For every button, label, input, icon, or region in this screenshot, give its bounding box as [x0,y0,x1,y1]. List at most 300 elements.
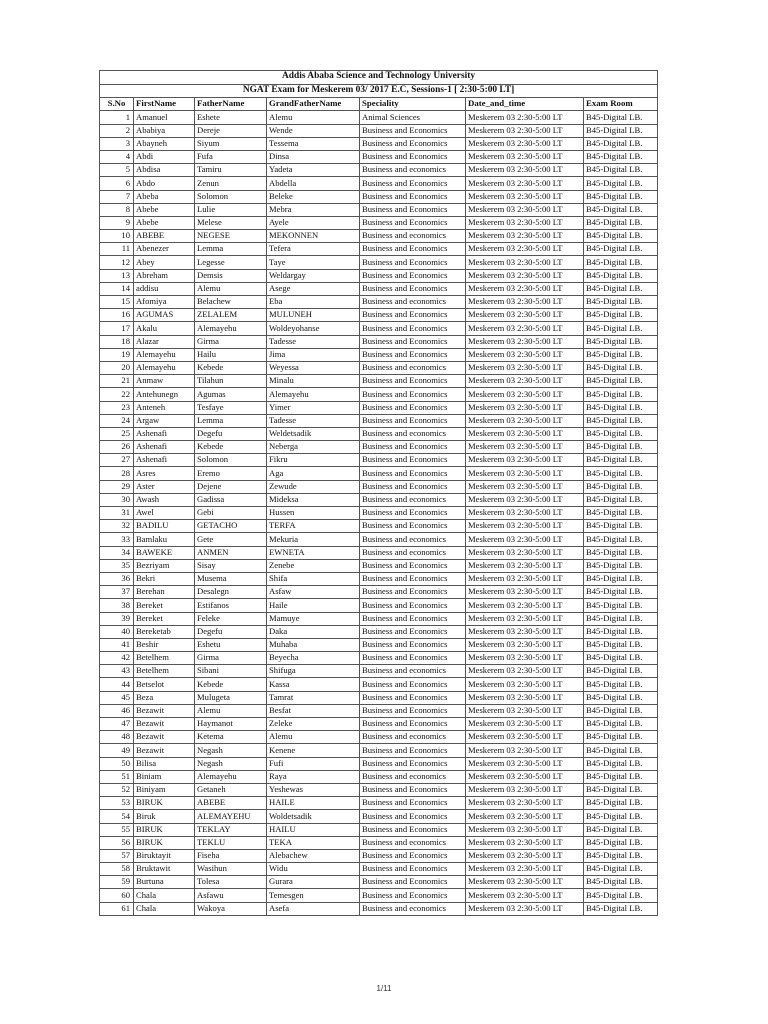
cell-date-time: Meskerem 03 2:30-5:00 LT [466,335,584,348]
cell-sno: 16 [100,309,134,322]
cell-grandfather-name: Woldeyohanse [267,322,360,335]
cell-sno: 3 [100,137,134,150]
cell-exam-room: B45-Digital LB. [584,401,658,414]
cell-sno: 28 [100,467,134,480]
cell-speciality: Business and Economics [360,625,466,638]
cell-speciality: Business and Economics [360,414,466,427]
table-row [100,836,658,849]
cell-date-time: Meskerem 03 2:30-5:00 LT [466,665,584,678]
cell-grandfather-name: Abdella [267,177,360,190]
cell-speciality: Business and Economics [360,652,466,665]
cell-speciality: Business and Economics [360,388,466,401]
cell-exam-room: B45-Digital LB. [584,137,658,150]
cell-father-name: Desalegn [195,586,267,599]
cell-exam-room: B45-Digital LB. [584,612,658,625]
cell-father-name: Melese [195,216,267,229]
cell-first-name: Biruk [134,810,195,823]
cell-grandfather-name: Shifuga [267,665,360,678]
cell-speciality: Business and Economics [360,599,466,612]
cell-exam-room: B45-Digital LB. [584,375,658,388]
cell-exam-room: B45-Digital LB. [584,164,658,177]
table-row [100,243,658,256]
cell-exam-room: B45-Digital LB. [584,863,658,876]
cell-sno: 56 [100,836,134,849]
table-row [100,652,658,665]
cell-speciality: Business and Economics [360,572,466,585]
cell-father-name: Ketema [195,731,267,744]
table-row [100,427,658,440]
cell-father-name: Agumas [195,388,267,401]
table-row [100,348,658,361]
cell-father-name: ABEBE [195,797,267,810]
table-row [100,889,658,902]
cell-exam-room: B45-Digital LB. [584,203,658,216]
cell-date-time: Meskerem 03 2:30-5:00 LT [466,757,584,770]
cell-speciality: Business and Economics [360,375,466,388]
cell-sno: 29 [100,480,134,493]
cell-father-name: TEKLU [195,836,267,849]
cell-speciality: Business and economics [360,361,466,374]
cell-first-name: Antehunegn [134,388,195,401]
cell-grandfather-name: Besfat [267,704,360,717]
cell-exam-room: B45-Digital LB. [584,507,658,520]
cell-sno: 4 [100,150,134,163]
cell-date-time: Meskerem 03 2:30-5:00 LT [466,282,584,295]
cell-grandfather-name: Dinsa [267,150,360,163]
cell-grandfather-name: Neberga [267,441,360,454]
cell-first-name: Anmaw [134,375,195,388]
cell-father-name: Dereje [195,124,267,137]
cell-exam-room: B45-Digital LB. [584,216,658,229]
cell-speciality: Business and Economics [360,256,466,269]
cell-sno: 51 [100,770,134,783]
table-row [100,572,658,585]
cell-date-time: Meskerem 03 2:30-5:00 LT [466,164,584,177]
table-row [100,480,658,493]
cell-date-time: Meskerem 03 2:30-5:00 LT [466,599,584,612]
cell-first-name: Biniam [134,770,195,783]
exam-schedule-sheet [99,70,657,916]
cell-first-name: Abeba [134,190,195,203]
cell-grandfather-name: Zenebe [267,559,360,572]
cell-exam-room: B45-Digital LB. [584,388,658,401]
cell-father-name: Dejene [195,480,267,493]
cell-sno: 34 [100,546,134,559]
cell-father-name: Eshetu [195,638,267,651]
column-header-grandfather-name: GrandFatherName [267,98,360,111]
table-row [100,744,658,757]
cell-father-name: Alemu [195,282,267,295]
cell-grandfather-name: Mideksa [267,493,360,506]
cell-grandfather-name: HAILE [267,797,360,810]
cell-sno: 59 [100,876,134,889]
table-row [100,612,658,625]
cell-sno: 14 [100,282,134,295]
cell-date-time: Meskerem 03 2:30-5:00 LT [466,111,584,124]
cell-date-time: Meskerem 03 2:30-5:00 LT [466,507,584,520]
cell-sno: 18 [100,335,134,348]
cell-date-time: Meskerem 03 2:30-5:00 LT [466,454,584,467]
table-row [100,282,658,295]
cell-exam-room: B45-Digital LB. [584,770,658,783]
cell-grandfather-name: Weyessa [267,361,360,374]
cell-exam-room: B45-Digital LB. [584,296,658,309]
cell-first-name: Alazar [134,335,195,348]
cell-grandfather-name: Mekuria [267,533,360,546]
cell-date-time: Meskerem 03 2:30-5:00 LT [466,849,584,862]
cell-grandfather-name: Zeleke [267,718,360,731]
cell-grandfather-name: Weldetsadik [267,427,360,440]
cell-sno: 53 [100,797,134,810]
cell-father-name: Gebi [195,507,267,520]
cell-date-time: Meskerem 03 2:30-5:00 LT [466,797,584,810]
cell-speciality: Business and economics [360,902,466,915]
cell-grandfather-name: Kenene [267,744,360,757]
cell-first-name: ABEBE [134,230,195,243]
cell-exam-room: B45-Digital LB. [584,467,658,480]
university-title: Addis Ababa Science and Technology University [100,71,658,85]
cell-date-time: Meskerem 03 2:30-5:00 LT [466,427,584,440]
cell-date-time: Meskerem 03 2:30-5:00 LT [466,823,584,836]
cell-grandfather-name: Gurara [267,876,360,889]
cell-exam-room: B45-Digital LB. [584,322,658,335]
cell-first-name: Abenezer [134,243,195,256]
cell-exam-room: B45-Digital LB. [584,783,658,796]
cell-date-time: Meskerem 03 2:30-5:00 LT [466,361,584,374]
table-row [100,638,658,651]
cell-sno: 10 [100,230,134,243]
cell-grandfather-name: TEKA [267,836,360,849]
cell-speciality: Business and Economics [360,335,466,348]
cell-date-time: Meskerem 03 2:30-5:00 LT [466,520,584,533]
cell-exam-room: B45-Digital LB. [584,546,658,559]
cell-father-name: Alemayehu [195,322,267,335]
cell-grandfather-name: Yimer [267,401,360,414]
table-row [100,361,658,374]
cell-exam-room: B45-Digital LB. [584,493,658,506]
cell-sno: 55 [100,823,134,836]
cell-sno: 39 [100,612,134,625]
cell-speciality: Business and Economics [360,612,466,625]
cell-date-time: Meskerem 03 2:30-5:00 LT [466,652,584,665]
cell-sno: 41 [100,638,134,651]
cell-date-time: Meskerem 03 2:30-5:00 LT [466,889,584,902]
cell-father-name: Getaneh [195,783,267,796]
cell-exam-room: B45-Digital LB. [584,849,658,862]
cell-speciality: Business and Economics [360,190,466,203]
cell-first-name: BADILU [134,520,195,533]
cell-father-name: Legesse [195,256,267,269]
cell-speciality: Business and Economics [360,797,466,810]
table-row [100,770,658,783]
cell-speciality: Business and Economics [360,507,466,520]
cell-grandfather-name: EWNETA [267,546,360,559]
cell-speciality: Business and economics [360,493,466,506]
cell-grandfather-name: Alemu [267,731,360,744]
cell-grandfather-name: Taye [267,256,360,269]
table-row [100,388,658,401]
cell-sno: 40 [100,625,134,638]
cell-speciality: Business and economics [360,731,466,744]
cell-first-name: Awash [134,493,195,506]
table-row [100,164,658,177]
cell-exam-room: B45-Digital LB. [584,889,658,902]
cell-father-name: Feleke [195,612,267,625]
cell-sno: 22 [100,388,134,401]
cell-speciality: Business and Economics [360,480,466,493]
table-row [100,783,658,796]
table-row [100,823,658,836]
cell-father-name: Fiseha [195,849,267,862]
cell-exam-room: B45-Digital LB. [584,876,658,889]
cell-grandfather-name: Asfaw [267,586,360,599]
cell-exam-room: B45-Digital LB. [584,269,658,282]
cell-grandfather-name: Mebra [267,203,360,216]
cell-first-name: Abdo [134,177,195,190]
cell-first-name: Bekri [134,572,195,585]
cell-first-name: Bereket [134,612,195,625]
cell-exam-room: B45-Digital LB. [584,559,658,572]
cell-grandfather-name: Kassa [267,678,360,691]
table-row [100,375,658,388]
cell-father-name: Negash [195,757,267,770]
table-row [100,454,658,467]
cell-speciality: Business and Economics [360,863,466,876]
cell-speciality: Business and Economics [360,876,466,889]
cell-first-name: Ababiya [134,124,195,137]
cell-date-time: Meskerem 03 2:30-5:00 LT [466,863,584,876]
cell-grandfather-name: Beleke [267,190,360,203]
column-header-row [100,98,658,111]
cell-speciality: Business and Economics [360,744,466,757]
cell-date-time: Meskerem 03 2:30-5:00 LT [466,243,584,256]
cell-sno: 27 [100,454,134,467]
cell-father-name: Degefu [195,427,267,440]
cell-first-name: addisu [134,282,195,295]
cell-first-name: Akalu [134,322,195,335]
cell-exam-room: B45-Digital LB. [584,150,658,163]
cell-first-name: Bezawit [134,744,195,757]
cell-sno: 6 [100,177,134,190]
table-row [100,124,658,137]
cell-father-name: Tamiru [195,164,267,177]
cell-exam-room: B45-Digital LB. [584,836,658,849]
cell-father-name: ANMEN [195,546,267,559]
cell-father-name: Eshete [195,111,267,124]
cell-grandfather-name: Eba [267,296,360,309]
cell-father-name: Kebede [195,678,267,691]
cell-date-time: Meskerem 03 2:30-5:00 LT [466,612,584,625]
cell-father-name: Hailu [195,348,267,361]
cell-father-name: Tesfaye [195,401,267,414]
table-row [100,441,658,454]
cell-father-name: Fufa [195,150,267,163]
table-body [100,111,658,915]
cell-father-name: Gadissa [195,493,267,506]
cell-sno: 12 [100,256,134,269]
cell-exam-room: B45-Digital LB. [584,652,658,665]
cell-first-name: Amanuel [134,111,195,124]
cell-father-name: Girma [195,335,267,348]
cell-first-name: BIRUK [134,823,195,836]
cell-father-name: Musema [195,572,267,585]
cell-exam-room: B45-Digital LB. [584,638,658,651]
cell-grandfather-name: Yadeta [267,164,360,177]
cell-sno: 25 [100,427,134,440]
cell-exam-room: B45-Digital LB. [584,124,658,137]
table-row [100,902,658,915]
cell-date-time: Meskerem 03 2:30-5:00 LT [466,322,584,335]
cell-date-time: Meskerem 03 2:30-5:00 LT [466,177,584,190]
cell-first-name: Asres [134,467,195,480]
cell-date-time: Meskerem 03 2:30-5:00 LT [466,137,584,150]
cell-father-name: Kebede [195,361,267,374]
cell-father-name: Siyum [195,137,267,150]
cell-date-time: Meskerem 03 2:30-5:00 LT [466,296,584,309]
cell-grandfather-name: Woldetsadik [267,810,360,823]
column-header-first-name: FirstName [134,98,195,111]
cell-date-time: Meskerem 03 2:30-5:00 LT [466,269,584,282]
table-row [100,599,658,612]
cell-grandfather-name: Tadesse [267,414,360,427]
table-row [100,520,658,533]
cell-father-name: Zenun [195,177,267,190]
cell-sno: 19 [100,348,134,361]
cell-first-name: Biniyam [134,783,195,796]
cell-speciality: Business and Economics [360,678,466,691]
cell-grandfather-name: Mamuye [267,612,360,625]
cell-first-name: Ashenafi [134,427,195,440]
cell-date-time: Meskerem 03 2:30-5:00 LT [466,441,584,454]
cell-sno: 42 [100,652,134,665]
cell-first-name: Alemayehu [134,348,195,361]
cell-speciality: Business and Economics [360,150,466,163]
cell-speciality: Business and Economics [360,441,466,454]
cell-father-name: Lulie [195,203,267,216]
cell-first-name: Bereket [134,599,195,612]
cell-first-name: BAWEKE [134,546,195,559]
exam-session-title: NGAT Exam for Meskerem 03/ 2017 E.C, Sessions-1 [ 2:30-5:00 LT] [100,84,658,98]
cell-date-time: Meskerem 03 2:30-5:00 LT [466,256,584,269]
cell-first-name: Bezriyam [134,559,195,572]
column-header-exam-room: Exam Room [584,98,658,111]
table-row [100,678,658,691]
table-row [100,546,658,559]
cell-sno: 2 [100,124,134,137]
cell-grandfather-name: Daka [267,625,360,638]
cell-first-name: AGUMAS [134,309,195,322]
cell-date-time: Meskerem 03 2:30-5:00 LT [466,704,584,717]
table-row [100,493,658,506]
table-row [100,137,658,150]
table-row [100,731,658,744]
cell-grandfather-name: MEKONNEN [267,230,360,243]
cell-speciality: Business and economics [360,427,466,440]
cell-speciality: Business and Economics [360,401,466,414]
cell-exam-room: B45-Digital LB. [584,177,658,190]
cell-date-time: Meskerem 03 2:30-5:00 LT [466,546,584,559]
cell-exam-room: B45-Digital LB. [584,414,658,427]
cell-first-name: Beza [134,691,195,704]
table-row [100,665,658,678]
cell-speciality: Business and economics [360,665,466,678]
cell-date-time: Meskerem 03 2:30-5:00 LT [466,836,584,849]
cell-date-time: Meskerem 03 2:30-5:00 LT [466,638,584,651]
cell-exam-room: B45-Digital LB. [584,586,658,599]
cell-date-time: Meskerem 03 2:30-5:00 LT [466,810,584,823]
cell-sno: 49 [100,744,134,757]
cell-speciality: Business and Economics [360,849,466,862]
cell-first-name: Chala [134,902,195,915]
cell-grandfather-name: Shifa [267,572,360,585]
cell-sno: 32 [100,520,134,533]
cell-exam-room: B45-Digital LB. [584,757,658,770]
cell-speciality: Business and Economics [360,520,466,533]
cell-first-name: Abreham [134,269,195,282]
cell-exam-room: B45-Digital LB. [584,625,658,638]
cell-first-name: Aster [134,480,195,493]
cell-speciality: Business and economics [360,533,466,546]
cell-exam-room: B45-Digital LB. [584,348,658,361]
cell-sno: 5 [100,164,134,177]
cell-exam-room: B45-Digital LB. [584,441,658,454]
cell-sno: 35 [100,559,134,572]
table-row [100,322,658,335]
cell-speciality: Business and Economics [360,586,466,599]
cell-sno: 61 [100,902,134,915]
cell-speciality: Business and economics [360,230,466,243]
cell-sno: 20 [100,361,134,374]
table-row [100,177,658,190]
cell-date-time: Meskerem 03 2:30-5:00 LT [466,414,584,427]
cell-father-name: ALEMAYEHU [195,810,267,823]
cell-sno: 43 [100,665,134,678]
cell-date-time: Meskerem 03 2:30-5:00 LT [466,731,584,744]
cell-exam-room: B45-Digital LB. [584,718,658,731]
cell-speciality: Business and Economics [360,823,466,836]
cell-exam-room: B45-Digital LB. [584,427,658,440]
table-row [100,533,658,546]
cell-date-time: Meskerem 03 2:30-5:00 LT [466,150,584,163]
table-row [100,256,658,269]
cell-speciality: Business and Economics [360,783,466,796]
cell-first-name: Abebe [134,203,195,216]
cell-first-name: Bruktawit [134,863,195,876]
cell-first-name: Chala [134,889,195,902]
cell-date-time: Meskerem 03 2:30-5:00 LT [466,718,584,731]
exam-schedule-table [99,70,658,916]
cell-date-time: Meskerem 03 2:30-5:00 LT [466,533,584,546]
cell-speciality: Business and Economics [360,124,466,137]
cell-first-name: Bezawit [134,731,195,744]
table-row [100,203,658,216]
cell-exam-room: B45-Digital LB. [584,744,658,757]
cell-sno: 26 [100,441,134,454]
cell-father-name: Mulugeta [195,691,267,704]
cell-sno: 17 [100,322,134,335]
cell-father-name: Estifanos [195,599,267,612]
cell-first-name: Bereketab [134,625,195,638]
table-row [100,150,658,163]
cell-father-name: Degefu [195,625,267,638]
cell-exam-room: B45-Digital LB. [584,572,658,585]
cell-grandfather-name: Jima [267,348,360,361]
cell-sno: 58 [100,863,134,876]
cell-father-name: Tilahun [195,375,267,388]
cell-grandfather-name: Beyecha [267,652,360,665]
cell-speciality: Business and economics [360,296,466,309]
cell-first-name: Abey [134,256,195,269]
